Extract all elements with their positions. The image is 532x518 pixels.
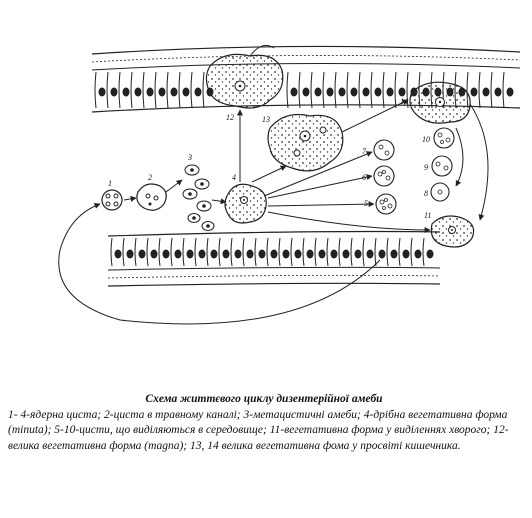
cell-nucleus bbox=[199, 250, 205, 258]
cell-nucleus bbox=[223, 250, 229, 258]
cell-nucleus bbox=[387, 88, 393, 96]
epithelial-cell-border bbox=[299, 72, 300, 108]
excreted-cysts-5-10 bbox=[374, 128, 454, 214]
epithelial-cell-border bbox=[159, 238, 160, 266]
cell-nucleus bbox=[307, 250, 313, 258]
vegetative-form-in-excretions-11 bbox=[431, 216, 473, 247]
epithelial-cell-border bbox=[387, 238, 388, 266]
cell-nucleus bbox=[127, 250, 133, 258]
epithelial-cell-border bbox=[111, 238, 112, 266]
cell-nucleus bbox=[111, 88, 117, 96]
cell-nucleus bbox=[379, 250, 385, 258]
epithelial-cell-border bbox=[479, 72, 480, 108]
epithelial-cell-border bbox=[423, 238, 424, 266]
epithelial-cell-border bbox=[411, 238, 412, 266]
cell-nucleus bbox=[363, 88, 369, 96]
cell-nucleus bbox=[183, 88, 189, 96]
cell-nucleus bbox=[283, 250, 289, 258]
cell-nucleus bbox=[495, 88, 501, 96]
metacystic-amoebae-3 bbox=[183, 165, 214, 231]
cell-nucleus bbox=[375, 88, 381, 96]
epithelial-cell-border bbox=[315, 238, 316, 266]
label-14: 14 bbox=[400, 97, 408, 106]
cell-nucleus bbox=[99, 88, 105, 96]
label-7: 7 bbox=[362, 147, 366, 156]
epithelial-cell-border bbox=[375, 238, 376, 266]
cell-nucleus bbox=[327, 88, 333, 96]
cell-nucleus bbox=[367, 250, 373, 258]
cell-nucleus bbox=[303, 88, 309, 96]
epithelial-cell-border bbox=[119, 72, 120, 108]
epithelial-cell-border bbox=[287, 72, 288, 108]
cell-nucleus bbox=[507, 88, 513, 96]
epithelial-cell-border bbox=[255, 238, 256, 266]
epithelial-cell-border bbox=[167, 72, 168, 108]
label-1: 1 bbox=[108, 179, 112, 188]
cell-nucleus bbox=[391, 250, 397, 258]
caption-body: 1- 4-ядерна циста; 2-циста в травному каналі; 3-метацистичні амеби; 4-дрібна вегетативна форма (minuta); 5-10-цисти, що виділяються в середовище; 11-вегетативна форма у виділеннях хворого; 12-велика вегетативна форма (magna); 13, 14 велика вегетативна фома у просвіті кишечника. bbox=[8, 408, 509, 452]
cell-nucleus bbox=[247, 250, 253, 258]
epithelial-cell-border bbox=[503, 72, 504, 108]
cell-nucleus bbox=[235, 250, 241, 258]
epithelial-cell-border bbox=[179, 72, 180, 108]
epithelial-cell-border bbox=[291, 238, 292, 266]
epithelial-cell-border bbox=[143, 72, 144, 108]
cell-nucleus bbox=[403, 250, 409, 258]
epithelial-cell-border bbox=[219, 238, 220, 266]
cyst-four-nuclear-1 bbox=[102, 190, 122, 210]
label-13: 13 bbox=[262, 115, 270, 124]
epithelial-cell-border bbox=[383, 72, 384, 108]
label-6: 6 bbox=[362, 173, 366, 182]
cell-nucleus bbox=[147, 88, 153, 96]
epithelial-cell-border bbox=[371, 72, 372, 108]
cyst-in-digestive-tract-2 bbox=[137, 184, 166, 210]
amoeba-magna-lumen-14 bbox=[410, 82, 470, 123]
cell-nucleus bbox=[319, 250, 325, 258]
cell-nucleus bbox=[135, 88, 141, 96]
epithelial-cell-border bbox=[303, 238, 304, 266]
figure-caption bbox=[8, 392, 520, 454]
cell-nucleus bbox=[295, 250, 301, 258]
epithelial-cell-border bbox=[231, 238, 232, 266]
label-10: 10 bbox=[422, 135, 430, 144]
epithelial-cell-border bbox=[95, 72, 96, 108]
label-5: 5 bbox=[364, 199, 368, 208]
cell-nucleus bbox=[483, 88, 489, 96]
cell-nucleus bbox=[211, 250, 217, 258]
cell-nucleus bbox=[427, 250, 433, 258]
epithelial-cell-border bbox=[107, 72, 108, 108]
cell-nucleus bbox=[399, 88, 405, 96]
cell-nucleus bbox=[115, 250, 121, 258]
cell-nucleus bbox=[291, 88, 297, 96]
label-11: 11 bbox=[424, 211, 432, 220]
epithelial-cell-border bbox=[267, 238, 268, 266]
epithelial-cell-border bbox=[155, 72, 156, 108]
cell-nucleus bbox=[315, 88, 321, 96]
cell-nucleus bbox=[343, 250, 349, 258]
epithelial-cell-border bbox=[243, 238, 244, 266]
label-9: 9 bbox=[424, 163, 428, 172]
label-2: 2 bbox=[148, 173, 152, 182]
epithelial-cell-border bbox=[327, 238, 328, 266]
cell-nucleus bbox=[355, 250, 361, 258]
epithelial-cell-border bbox=[351, 238, 352, 266]
epithelial-cell-border bbox=[207, 238, 208, 266]
caption-title: Схема життєвого циклу дизентерійної амеби bbox=[145, 393, 383, 405]
epithelial-cell-border bbox=[311, 72, 312, 108]
epithelial-cell-border bbox=[203, 72, 204, 108]
cell-nucleus bbox=[259, 250, 265, 258]
epithelial-cell-border bbox=[491, 72, 492, 108]
cell-nucleus bbox=[415, 250, 421, 258]
epithelial-cell-border bbox=[359, 72, 360, 108]
cell-nucleus bbox=[331, 250, 337, 258]
lower-intestinal-epithelium bbox=[108, 232, 440, 287]
epithelial-cell-border bbox=[339, 238, 340, 266]
amoeba-magna-lumen-13 bbox=[268, 115, 343, 171]
epithelial-cell-border bbox=[399, 238, 400, 266]
amoeba-minuta-4 bbox=[225, 184, 266, 223]
label-8: 8 bbox=[424, 189, 428, 198]
epithelial-cell-border bbox=[323, 72, 324, 108]
label-12: 12 bbox=[226, 113, 234, 122]
epithelial-cell-border bbox=[279, 238, 280, 266]
epithelial-cell-border bbox=[135, 238, 136, 266]
cell-nucleus bbox=[159, 88, 165, 96]
epithelial-cell-border bbox=[147, 238, 148, 266]
epithelial-cell-border bbox=[191, 72, 192, 108]
cell-nucleus bbox=[123, 88, 129, 96]
epithelial-cell-border bbox=[335, 72, 336, 108]
epithelial-cell-border bbox=[183, 238, 184, 266]
cell-nucleus bbox=[175, 250, 181, 258]
cell-nucleus bbox=[195, 88, 201, 96]
epithelial-cell-border bbox=[123, 238, 124, 266]
cell-nucleus bbox=[471, 88, 477, 96]
epithelial-cell-border bbox=[395, 72, 396, 108]
epithelial-cell-border bbox=[347, 72, 348, 108]
epithelial-cell-border bbox=[171, 238, 172, 266]
cell-nucleus bbox=[339, 88, 345, 96]
amoeba-magna-in-tissue bbox=[206, 45, 282, 108]
label-3: 3 bbox=[188, 153, 192, 162]
cell-nucleus bbox=[187, 250, 193, 258]
cell-nucleus bbox=[271, 250, 277, 258]
cell-nucleus bbox=[163, 250, 169, 258]
cell-nucleus bbox=[151, 250, 157, 258]
label-4: 4 bbox=[232, 173, 236, 182]
cell-nucleus bbox=[139, 250, 145, 258]
epithelial-cell-border bbox=[131, 72, 132, 108]
cell-nucleus bbox=[351, 88, 357, 96]
epithelial-cell-border bbox=[363, 238, 364, 266]
epithelial-cell-border bbox=[195, 238, 196, 266]
cell-nucleus bbox=[171, 88, 177, 96]
